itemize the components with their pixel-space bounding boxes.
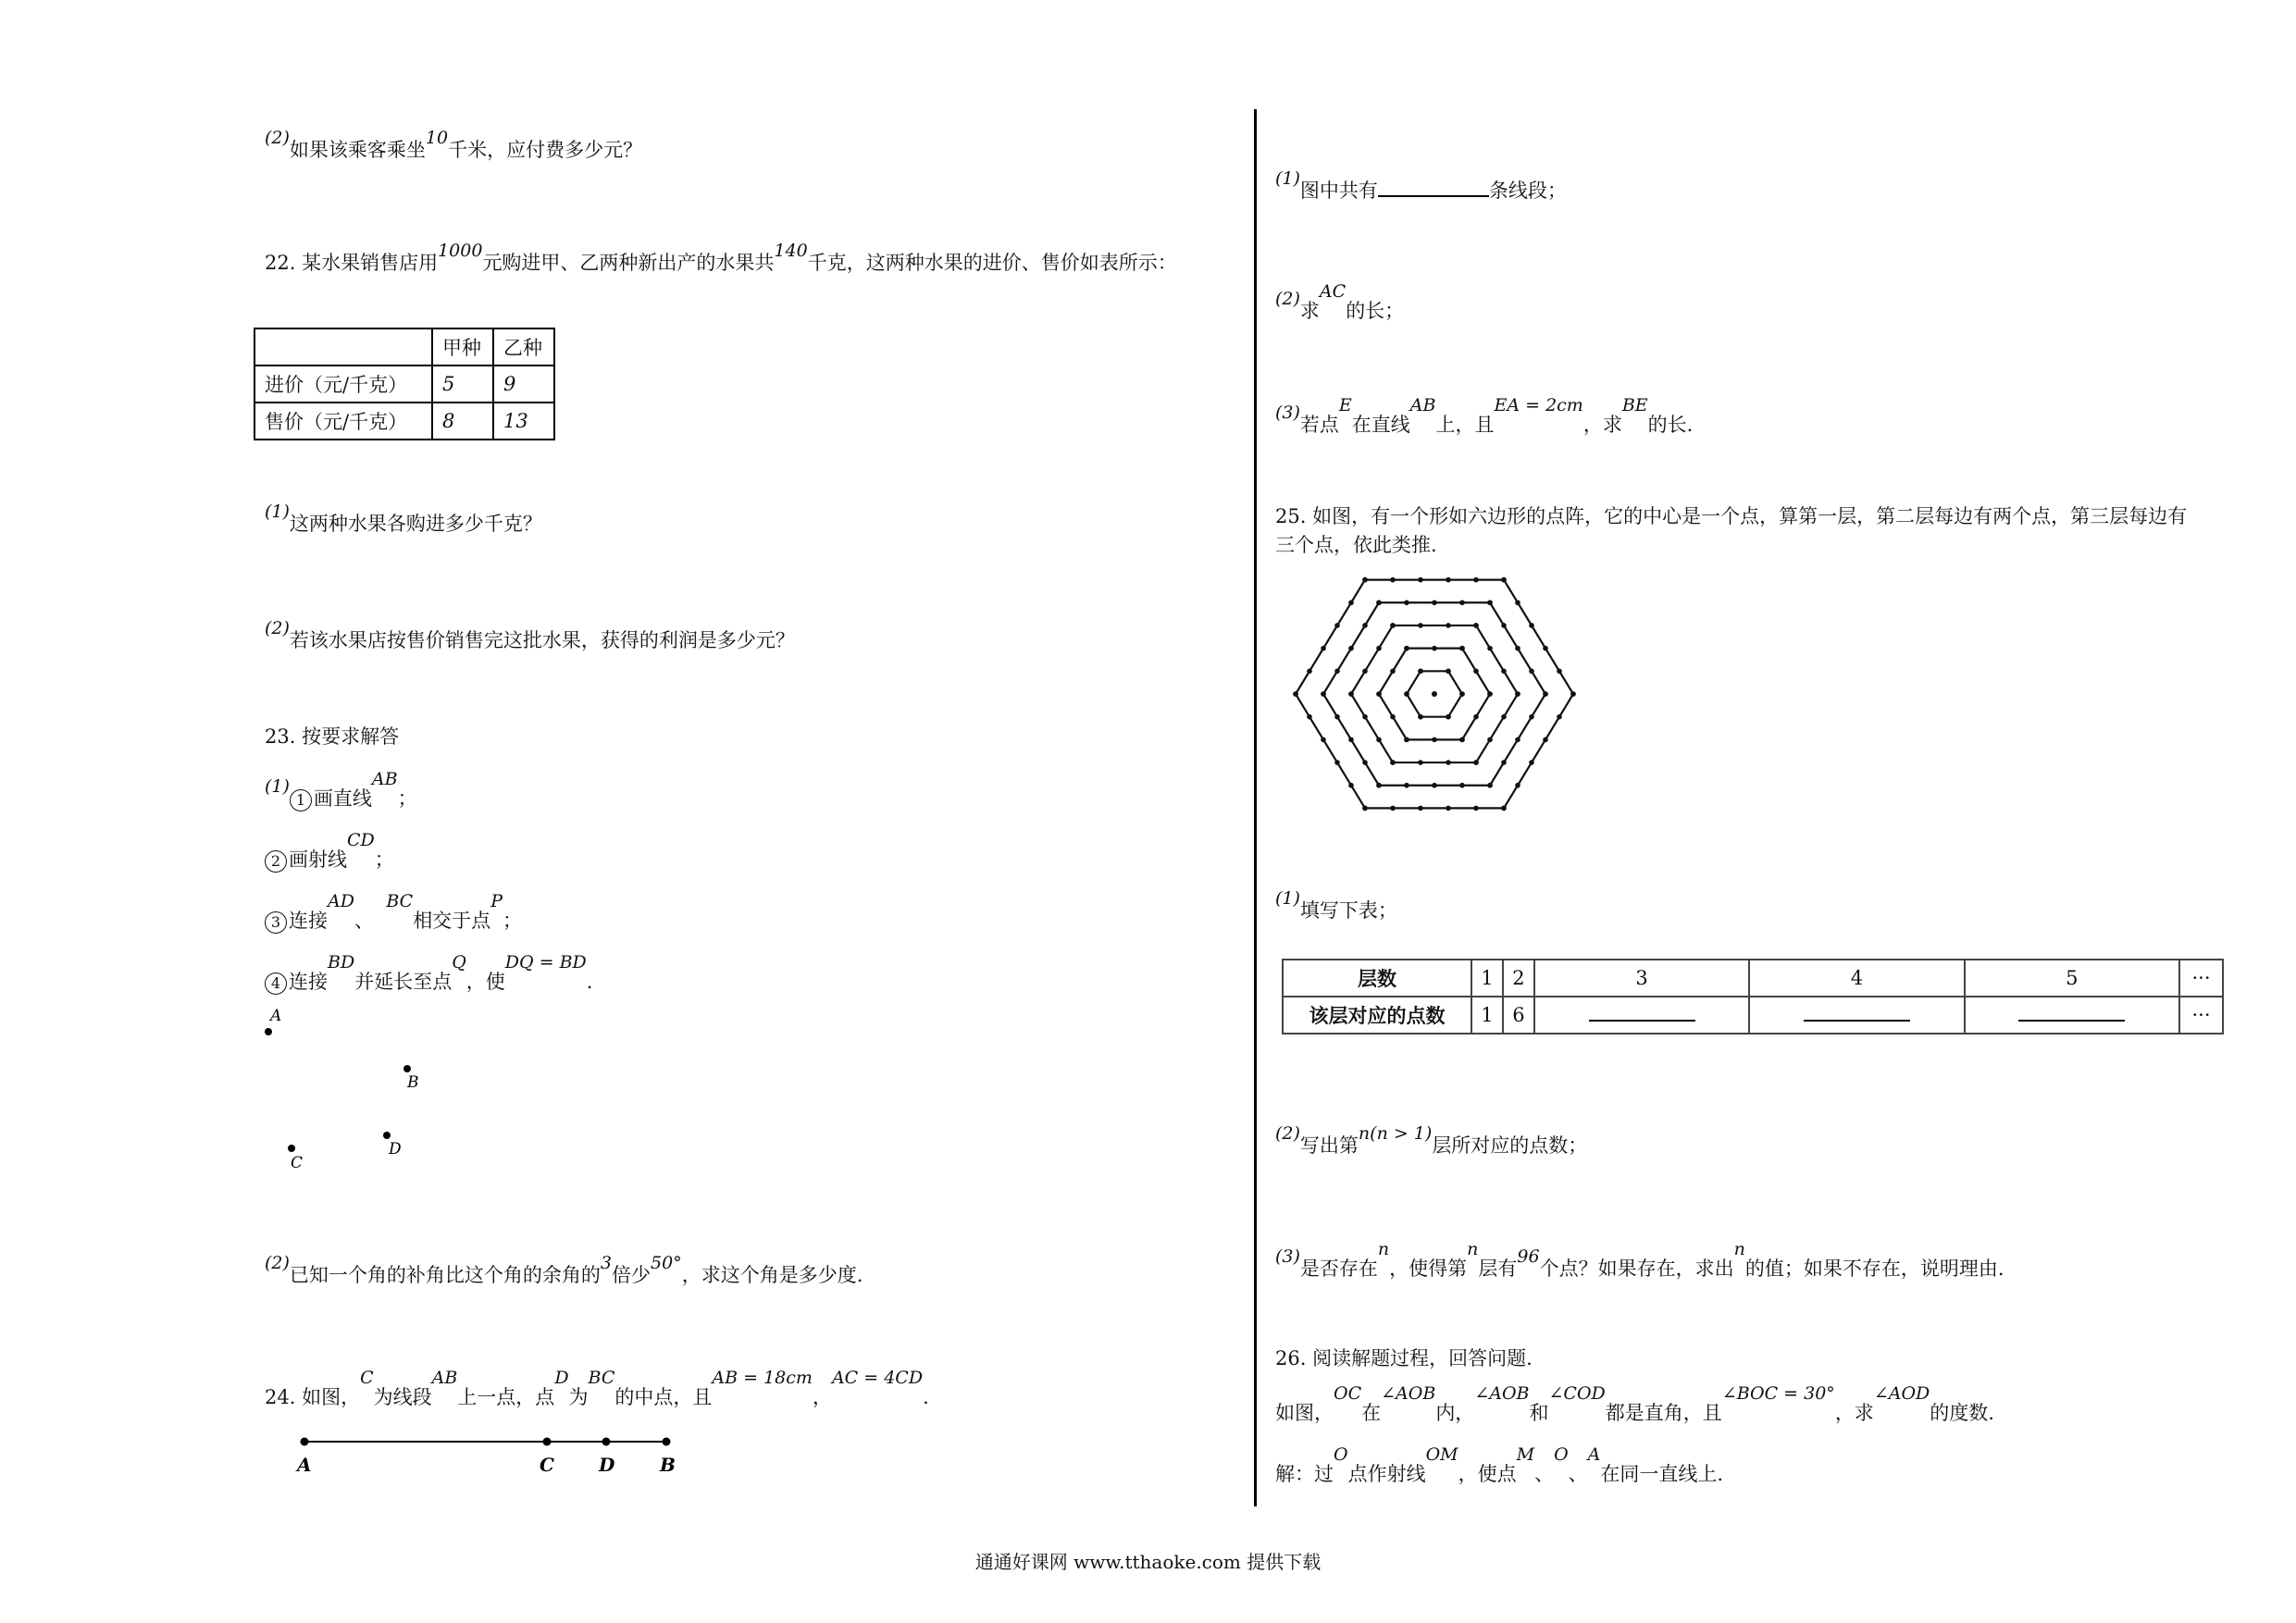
lattice-dot	[1473, 714, 1479, 720]
circled-number: 4	[265, 973, 287, 995]
point-b	[663, 1438, 671, 1446]
lattice-dot	[1418, 714, 1423, 720]
lattice-dot	[1459, 737, 1465, 743]
point-d	[602, 1438, 611, 1446]
lattice-dot	[1390, 806, 1396, 812]
center-dot	[1432, 691, 1437, 697]
label-a: A	[297, 1454, 312, 1476]
circled-number: 2	[265, 850, 287, 873]
lattice-dot	[1487, 783, 1493, 788]
lattice-dot	[1418, 806, 1423, 812]
lattice-dot	[1501, 669, 1507, 675]
table-row: 售价（元/千克） 8 13	[254, 403, 554, 440]
lattice-dot	[1307, 714, 1312, 720]
point-c	[543, 1438, 552, 1446]
lattice-dot	[1529, 760, 1534, 765]
label-c: C	[540, 1454, 554, 1476]
lattice-dot	[1543, 646, 1548, 651]
q22-part2: (2)若该水果店按售价销售完这批水果，获得的利润是多少元？	[265, 618, 795, 651]
lattice-dot	[1473, 806, 1479, 812]
column-divider	[1254, 109, 1257, 1506]
lattice-dot	[1376, 737, 1382, 743]
lattice-dot	[1334, 714, 1340, 720]
lattice-dot	[1390, 760, 1396, 765]
lattice-dot	[1557, 669, 1562, 675]
lattice-dot	[1501, 806, 1507, 812]
q26-line2: 如图，OC在∠AOB内，∠AOB和∠COD都是直角，且∠BOC = 30°，求∠AOD的度数.	[1275, 1383, 1994, 1424]
lattice-dot	[1529, 623, 1534, 628]
q24-part3: (3)若点E在直线AB上，且EA = 2cm，求BE的长.	[1275, 395, 1694, 436]
lattice-dot	[1404, 783, 1409, 788]
q24-part2: (2)求AC的长；	[1275, 281, 1405, 322]
lattice-dot	[1293, 691, 1298, 697]
lattice-dot	[1348, 600, 1354, 605]
lattice-dot	[1446, 623, 1451, 628]
lattice-dot	[1515, 737, 1520, 743]
lattice-dot	[1570, 691, 1576, 697]
layer-count-table	[1282, 959, 2224, 1035]
lattice-dot	[1362, 714, 1368, 720]
point-a	[301, 1438, 309, 1446]
table-row: 进价（元/千克） 5 9	[254, 365, 554, 403]
lattice-dot	[1321, 737, 1326, 743]
points-figure	[259, 1004, 444, 1171]
lattice-dot	[1418, 760, 1423, 765]
label-c: C	[291, 1154, 304, 1171]
answer-blank-cell	[1749, 997, 1964, 1034]
q24-part1: (1)图中共有 条线段；	[1275, 168, 1567, 202]
lattice-dot	[1501, 714, 1507, 720]
lattice-dot	[1362, 669, 1368, 675]
q25-part1: (1)填写下表；	[1275, 888, 1397, 922]
lattice-dot	[1321, 646, 1326, 651]
lattice-dot	[1487, 737, 1493, 743]
lattice-dot	[1348, 783, 1354, 788]
lattice-dot	[1348, 646, 1354, 651]
q23-part2: (2)已知一个角的补角比这个角的余角的3倍少50°，求这个角是多少度.	[265, 1253, 863, 1286]
lattice-dot	[1487, 600, 1493, 605]
q22-part1: (1)这两种水果各购进多少千克？	[265, 502, 542, 535]
lattice-dot	[1432, 646, 1437, 651]
point-a	[265, 1028, 272, 1035]
lattice-dot	[1515, 783, 1520, 788]
q26-line3: 解：过O点作射线OM，使点M、O、A在同一直线上.	[1275, 1444, 1724, 1485]
lattice-dot	[1321, 691, 1326, 697]
lattice-dot	[1404, 737, 1409, 743]
lattice-dot	[1543, 737, 1548, 743]
lattice-dot	[1390, 714, 1396, 720]
lattice-dot	[1529, 669, 1534, 675]
q24-stem: 24. 如图，C为线段AB上一点，点D为BC的中点，且AB = 18cm，AC = 4CD.	[265, 1368, 929, 1408]
q23-step2: 2 画射线CD；	[265, 845, 394, 873]
label-a: A	[270, 1007, 282, 1025]
lattice-dot	[1390, 577, 1396, 583]
lattice-dot	[1446, 806, 1451, 812]
lattice-dot	[1501, 760, 1507, 765]
lattice-dot	[1390, 623, 1396, 628]
lattice-dot	[1501, 577, 1507, 583]
point-b	[403, 1065, 411, 1072]
lattice-dot	[1418, 623, 1423, 628]
lattice-dot	[1487, 646, 1493, 651]
fruit-price-table	[254, 328, 555, 440]
point-d	[383, 1132, 391, 1139]
lattice-dot	[1432, 737, 1437, 743]
lattice-dot	[1501, 623, 1507, 628]
lattice-dot	[1487, 691, 1493, 697]
lattice-dot	[1404, 646, 1409, 651]
label-d: D	[599, 1454, 615, 1476]
point-c	[288, 1145, 295, 1152]
table-row: 该层对应的点数 1 6 ···	[1283, 997, 2223, 1034]
lattice-dot	[1473, 577, 1479, 583]
lattice-dot	[1362, 806, 1368, 812]
lattice-dot	[1334, 669, 1340, 675]
lattice-dot	[1404, 600, 1409, 605]
label-d: D	[389, 1140, 402, 1158]
lattice-dot	[1307, 669, 1312, 675]
lattice-dot	[1334, 623, 1340, 628]
q23-step1: (1)1 画直线AB；	[265, 769, 417, 810]
lattice-dot	[1473, 623, 1479, 628]
lattice-dot	[1515, 646, 1520, 651]
lattice-dot	[1529, 714, 1534, 720]
lattice-dot	[1362, 760, 1368, 765]
page-footer: 通通好课网 www.tthaoke.com 提供下载	[974, 1551, 1322, 1573]
lattice-dot	[1376, 600, 1382, 605]
lattice-dot	[1459, 783, 1465, 788]
lattice-dot	[1390, 669, 1396, 675]
lattice-dot	[1348, 737, 1354, 743]
lattice-dot	[1376, 691, 1382, 697]
lattice-dot	[1334, 760, 1340, 765]
lattice-dot	[1418, 669, 1423, 675]
q23-step3: 3 连接AD、 BC相交于点P；	[265, 906, 522, 934]
part-number: (2)	[265, 128, 290, 148]
segment-figure	[292, 1432, 680, 1479]
lattice-dot	[1446, 714, 1451, 720]
table-row: 甲种 乙种	[254, 328, 554, 365]
circled-number: 1	[290, 789, 312, 812]
lattice-dot	[1418, 577, 1423, 583]
lattice-dot	[1348, 691, 1354, 697]
q23-title: 23. 按要求解答	[265, 725, 400, 748]
lattice-dot	[1515, 600, 1520, 605]
q23-step4: 4 连接BD并延长至点Q，使DQ = BD.	[265, 967, 592, 995]
lattice-dot	[1473, 760, 1479, 765]
lattice-dot	[1515, 691, 1520, 697]
lattice-dot	[1459, 600, 1465, 605]
q21-part2: (2)如果该乘客乘坐10千米，应付费多少元？	[265, 128, 643, 161]
q25-part3: (3)是否存在n，使得第n层有96个点？如果存在，求出n的值；如果不存在，说明理由.	[1275, 1239, 2004, 1280]
lattice-dot	[1376, 783, 1382, 788]
lattice-dot	[1543, 691, 1548, 697]
hexagon-lattice-figure	[1282, 560, 1587, 828]
lattice-dot	[1459, 691, 1465, 697]
q26-title: 26. 阅读解题过程，回答问题.	[1275, 1347, 1533, 1369]
lattice-dot	[1459, 646, 1465, 651]
lattice-dots	[1293, 577, 1576, 811]
label-b: B	[407, 1073, 419, 1092]
answer-blank-cell	[1965, 997, 2179, 1034]
label-b: B	[660, 1454, 676, 1476]
lattice-dot	[1432, 600, 1437, 605]
lattice-dot	[1432, 783, 1437, 788]
lattice-dot	[1557, 714, 1562, 720]
answer-blank-cell	[1534, 997, 1749, 1034]
lattice-dot	[1362, 577, 1368, 583]
lattice-dot	[1404, 691, 1409, 697]
lattice-dot	[1446, 577, 1451, 583]
answer-blank	[1378, 195, 1489, 197]
lattice-dot	[1362, 623, 1368, 628]
q22-stem: 22. 某水果销售店用1000元购进甲、乙两种新出产的水果共140千克，这两种水果的进价、售价如表所示：	[265, 241, 1177, 274]
lattice-dot	[1446, 669, 1451, 675]
lattice-dot	[1473, 669, 1479, 675]
lattice-dot	[1376, 646, 1382, 651]
q25-stem-line2: 三个点，依此类推.	[1275, 534, 1437, 556]
circled-number: 3	[265, 911, 287, 934]
lattice-dot	[1446, 760, 1451, 765]
q25-part2: (2)写出第n(n > 1)层所对应的点数；	[1275, 1123, 1588, 1157]
table-row: 层数 1 2 3 4 5 ···	[1283, 960, 2223, 997]
q25-stem-line1: 25. 如图，有一个形如六边形的点阵，它的中心是一个点，算第一层，第二层每边有两个点，第三层每边有	[1275, 505, 2188, 527]
